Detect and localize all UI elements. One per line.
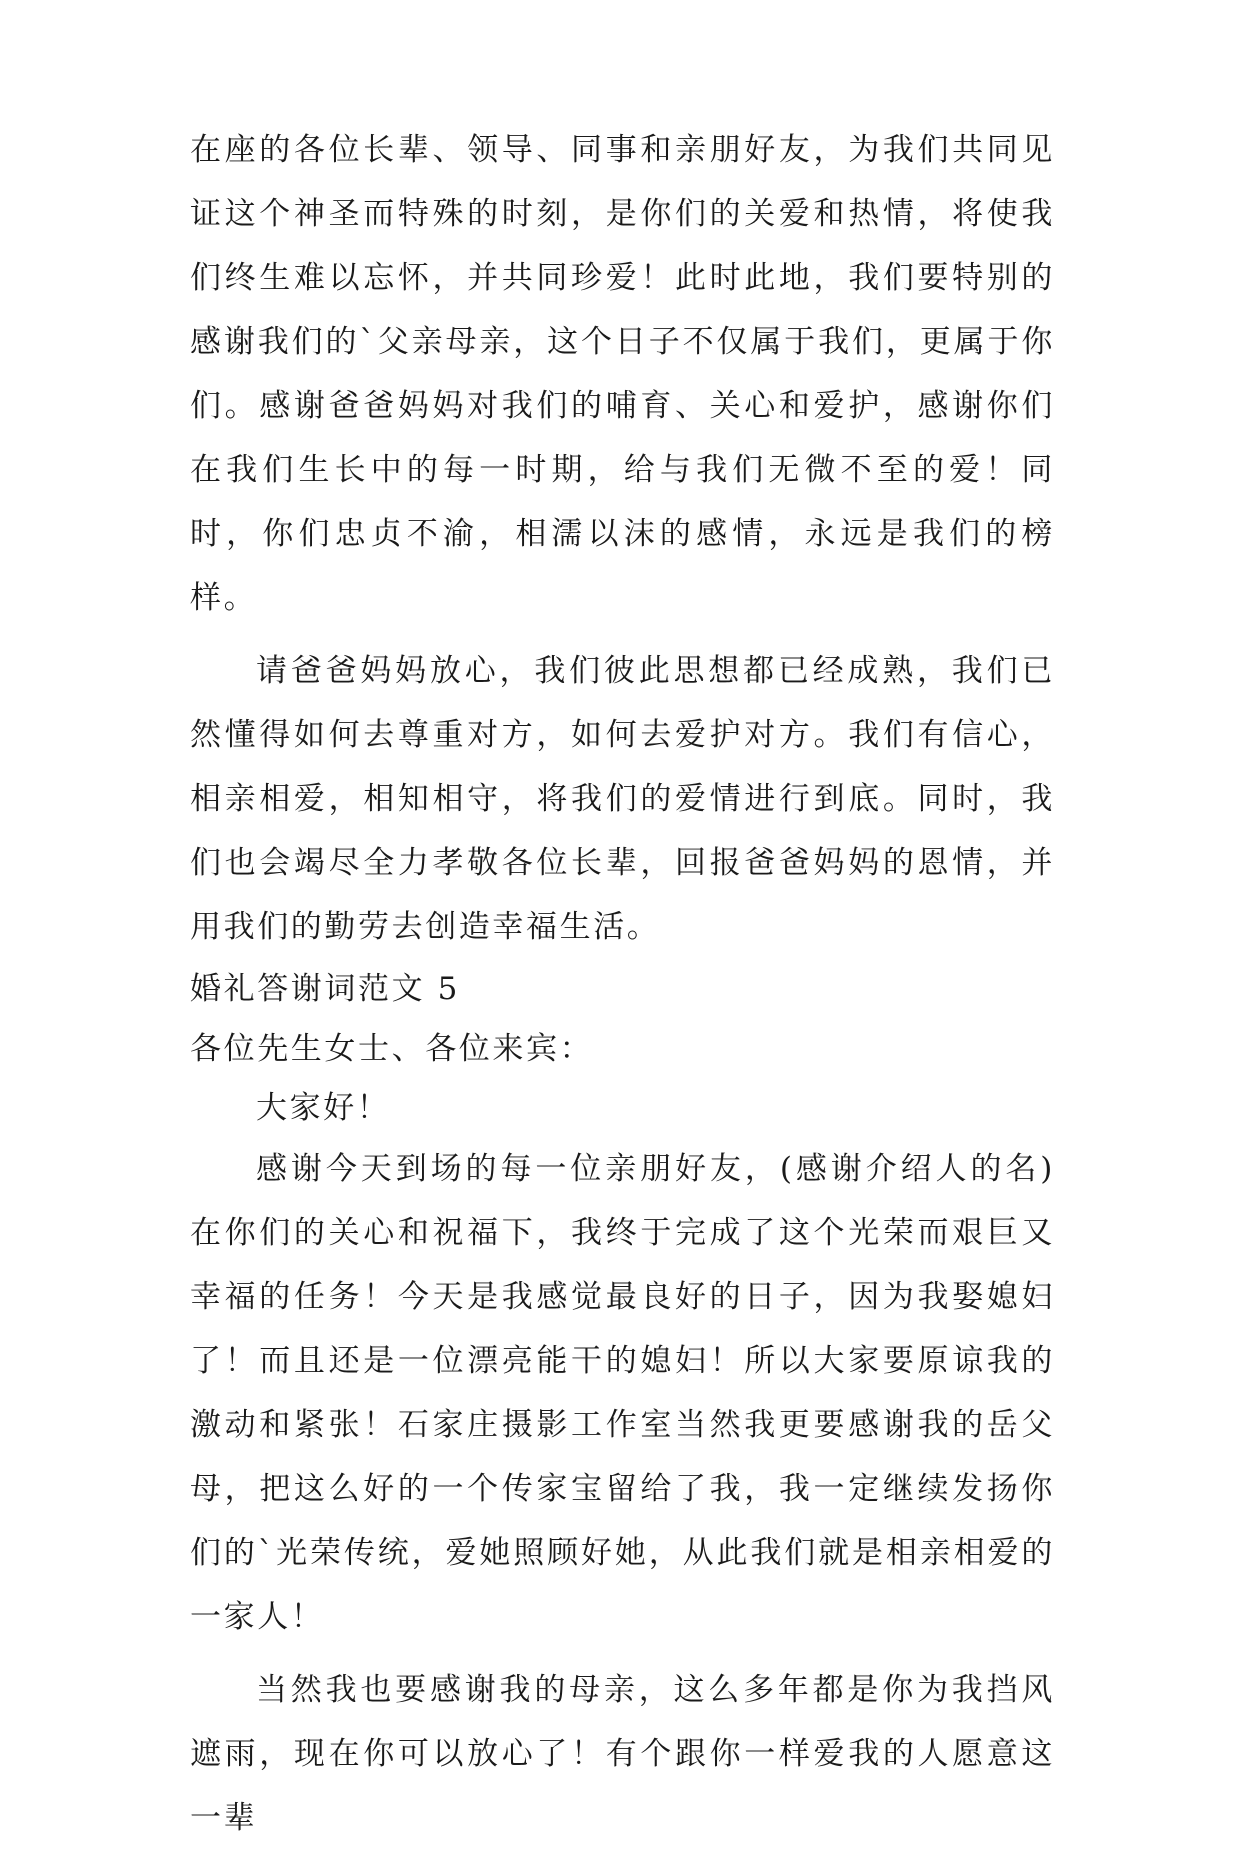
paragraph-guests-thanks: 感谢今天到场的每一位亲朋好友，(感谢介绍人的名)在你们的关心和祝福下，我终于完成了这个光荣而艰巨又幸福的任务！今天是我感觉最良好的日子，因为我娶媳妇了！而且还是一位漂亮能干的媳妇！所以大家要原谅我的激动和紧张！石家庄摄影工作室当然我更要感谢我的岳父母，把这么好的一个传家宝留给了我，我一定继续发扬你们的`光荣传统，爱她照顾好她，从此我们就是相亲相爱的一家人！ xyxy=(190,1151,1055,1635)
paragraph-promise: 请爸爸妈妈放心，我们彼此思想都已经成熟，我们已然懂得如何去尊重对方，如何去爱护对方。我们有信心，相亲相爱，相知相守，将我们的爱情进行到底。同时，我们也会竭尽全力孝敬各位长辈，回报爸爸妈妈的恩情，并用我们的勤劳去创造幸福生活。 xyxy=(190,653,1055,945)
salutation: 各位先生女士、各位来宾： xyxy=(190,1031,594,1067)
document-body xyxy=(190,118,1055,1850)
section-heading: 婚礼答谢词范文 5 xyxy=(190,971,460,1007)
paragraph-parents-thanks: 在座的各位长辈、领导、同事和亲朋好友，为我们共同见证这个神圣而特殊的时刻，是你们的关爱和热情，将使我们终生难以忘怀，并共同珍爱！此时此地，我们要特别的感谢我们的`父亲母亲，这个日子不仅属于我们，更属于你们。感谢爸爸妈妈对我们的哺育、关心和爱护，感谢你们在我们生长中的每一时期，给与我们无微不至的爱！同时，你们忠贞不渝，相濡以沫的感情，永远是我们的榜样。 xyxy=(190,132,1055,616)
greeting: 大家好！ xyxy=(256,1090,391,1126)
paragraph-mother-thanks: 当然我也要感谢我的母亲，这么多年都是你为我挡风遮雨，现在你可以放心了！有个跟你一样爱我的人愿意这一辈 xyxy=(190,1672,1055,1836)
